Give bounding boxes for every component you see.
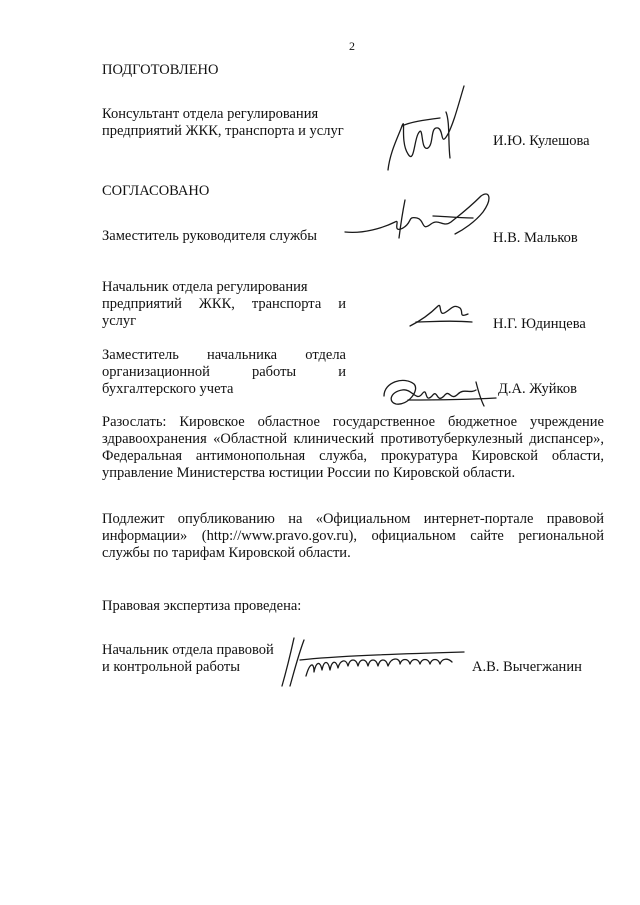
signature-zhuykov bbox=[380, 372, 505, 410]
distribution-paragraph: Разослать: Кировское областное государственное бюджетное учреждение здравоохранения «Областной клинический противотуберкулезный диспансер», Федеральная антимонопольная служба, прокуратура Кировской области, управление Министерства юстиции России по Кировской области. bbox=[102, 414, 604, 481]
agreed-signer-1-name: Н.В. Мальков bbox=[493, 230, 578, 246]
legal-review-position-line2: и контрольной работы bbox=[102, 659, 240, 675]
prepared-position-line2: предприятий ЖКК, транспорта и услуг bbox=[102, 123, 344, 139]
agreed-signer-3-position-line2: организационной работы и bbox=[102, 364, 346, 380]
agreed-signer-1-position: Заместитель руководителя службы bbox=[102, 228, 318, 244]
agreed-signer-2-position bbox=[102, 279, 346, 330]
signature-malkov bbox=[343, 188, 503, 248]
agreed-signer-3-position-line1: Заместитель начальника отдела bbox=[102, 347, 346, 363]
signature-vychegzhanin bbox=[276, 632, 466, 688]
page-number: 2 bbox=[349, 39, 355, 53]
publication-paragraph: Подлежит опубликованию на «Официальном интернет-портале правовой информации» (http://www.pravo.gov.ru), официальном сайте региональной службы по тарифам Кировской области. bbox=[102, 511, 604, 561]
prepared-heading: ПОДГОТОВЛЕНО bbox=[102, 62, 219, 78]
signature-kuleshova bbox=[380, 82, 475, 172]
signature-yudintseva bbox=[408, 300, 474, 330]
agreed-signer-3-position bbox=[102, 347, 346, 398]
agreed-signer-3-position-line3: бухгалтерского учета bbox=[102, 381, 234, 397]
agreed-signer-2-name: Н.Г. Юдинцева bbox=[493, 316, 586, 332]
legal-review-position-line1: Начальник отдела правовой bbox=[102, 642, 274, 658]
prepared-position-line1: Консультант отдела регулирования bbox=[102, 106, 319, 122]
agreed-signer-2-position-line3: услуг bbox=[102, 313, 137, 329]
agreed-signer-2-position-line1: Начальник отдела регулирования bbox=[102, 279, 308, 295]
agreed-signer-2-position-line2: предприятий ЖКК, транспорта и bbox=[102, 296, 346, 312]
prepared-name: И.Ю. Кулешова bbox=[493, 133, 590, 149]
legal-review-statement: Правовая экспертиза проведена: bbox=[102, 598, 302, 614]
legal-review-name: А.В. Вычегжанин bbox=[472, 659, 582, 675]
agreed-signer-3-name: Д.А. Жуйков bbox=[498, 381, 577, 397]
agreed-heading: СОГЛАСОВАНО bbox=[102, 183, 210, 199]
